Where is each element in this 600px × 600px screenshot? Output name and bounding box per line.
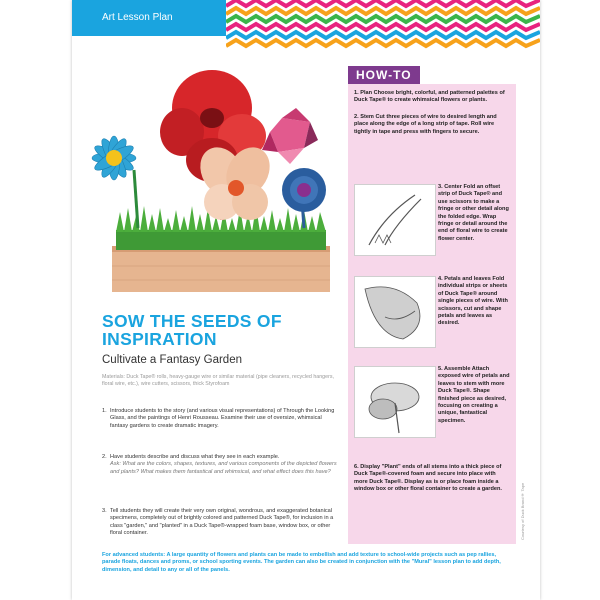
- blue-flower: [92, 136, 136, 180]
- step-text: Tell students they will create their very own original, wondrous, and exaggerated botanical specimens, completely out of brightly colored and patterned Duck Tape®, for inclusion in a class "garden," and "planted" in a Duck Tape®-wrapped foam base, window box, or other floral container.: [110, 508, 334, 536]
- lesson-plan-page: [72, 0, 540, 600]
- header-label: Art Lesson Plan: [102, 12, 173, 23]
- step-prompt: Ask: What are the colors, shapes, textures, and various components of the depicted flowers and plants? What makes them fantastical and whimsical, and what effect does this have?: [110, 461, 337, 475]
- step-body: [110, 454, 340, 476]
- howto-tag: HOW-TO: [348, 66, 420, 84]
- step-number: 3.: [102, 508, 107, 514]
- howto-step-3: 3. Center Fold an offset strip of Duck Tape® and use scissors to make a fringe or other detail along the folded edge. Wrap fringe or detail around the end of floral wire to create flower center.: [438, 184, 509, 242]
- howto-panel: [348, 84, 516, 544]
- advanced-students-note: For advanced students: A large quantity of flowers and plants can be made to embellish and add texture to school-wide projects such as pep rallies, parade floats, dances and proms, or school sporting events. The garden can also be created in conjunction with the "Mural" lesson plan to add depth, dimension, and detail to any or all of the panels.: [102, 552, 501, 573]
- step-number: 2.: [102, 454, 107, 460]
- lesson-subtitle: Cultivate a Fantasy Garden: [102, 354, 242, 366]
- howto-step-2: 2. Stem Cut three pieces of wire to desired length and place along the edge of a long strip of tape. Roll wire tightly in tape and press with fingers to secure.: [354, 114, 497, 135]
- howto-step-6: 6. Display "Plant" ends of all stems into a thick piece of Duck Tape®-covered foam and secure into place with more Duck Tape®. Display as is or place foam inside a window box or other floral container to create a garden.: [354, 464, 502, 493]
- step-text: Have students describe and discuss what they see in each example.: [110, 454, 280, 460]
- howto-step-1: 1. Plan Choose bright, colorful, and patterned palettes of Duck Tape® to create whimsical flowers or plants.: [354, 90, 505, 104]
- step-4-photo: [354, 276, 436, 348]
- side-credit: Courtesy of Duck Brand® Tape: [520, 482, 525, 540]
- planter-box: [112, 246, 330, 292]
- lesson-title: SOW THE SEEDS OF INSPIRATION: [102, 311, 282, 349]
- step-3-photo: [354, 184, 436, 256]
- howto-step-4: 4. Petals and leaves Fold individual strips or sheets of Duck Tape® around single pieces of wire. With scissors, cut and shape petals and leaves as desired.: [438, 276, 508, 327]
- step-number: 1.: [102, 408, 107, 414]
- howto-step-5: 5. Assemble Attach exposed wire of petals and leaves to stem with more Duck Tape®. Shape finished piece as desired, focusing on creating a unique, fantastical specimen.: [438, 366, 510, 424]
- flower-garden-illustration: [72, 60, 342, 300]
- step-5-photo: [354, 366, 436, 438]
- zigzag-banner: [226, 0, 540, 50]
- header-band: [72, 0, 226, 36]
- pink-pinwheel-flower: [262, 108, 318, 164]
- navy-flower: [282, 168, 326, 212]
- materials-list: Materials: Duck Tape® rolls, heavy-gauge wire or similar material (pipe cleaners, recycled hangers, floral wire, etc.), wire cutters, scissors, thick Styrofoam: [102, 374, 334, 387]
- step-text: Introduce students to the story (and various visual representations) of Through the Looking Glass, and the paintings of Henri Rousseau. Examine their use of oversize, whimsical fantasy gardens to create dramatic imagery.: [110, 408, 335, 429]
